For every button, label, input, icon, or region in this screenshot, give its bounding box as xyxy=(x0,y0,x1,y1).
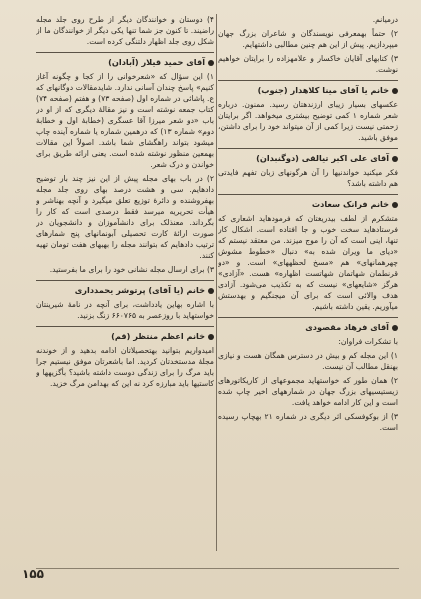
heading-text: خانم فرانک سعادت xyxy=(311,199,389,209)
paragraph: امیدواریم بتوانید بهتحصیلاتان ادامه بدهید و از خوندنه مجلهٔ مدستخدتان کردید. اما باشعرتان موفق نیستیم جرا باید مرگ را برای زندگی دوست داشته باشید؟ بأگزیهها و کاستیها باید مبارزه کرد نه این که بهدامن مرگ خزید. xyxy=(36,346,214,388)
paragraph: ۳) از بوکوفسکی اثر دیگری در شماره ۲۱ بهچاپ رسیده است. xyxy=(218,412,398,432)
paragraph: ۲) در باب بهای مجله پیش از این نیز چند بار توضیح دادهایم. سی و هشت درصد بهای روی جلد مجله بهفروشنده و دائرهٔ توزیع تعلق میگیرد و آنچه بهناشر و هیأت تحریریه میرسد فقط درصدی است که کار را بگرداند. معنذلک برای دانشآموزان و دانشجویان در صورت ارائهٔ کارت تحصیلی آبونمانهای پنج شمارهای ترتیب دادهایم که بتوانند مجله را بهبهای هفت تومان تهیه کنند. xyxy=(36,174,214,260)
column-divider xyxy=(216,14,217,551)
left-column xyxy=(36,14,214,559)
letter-heading xyxy=(36,57,214,68)
paragraph: عکسهای بسیار زیبای ارزندهتان رسید. ممنون. درباره شعر شماره ۱ کمی توضیح بیشتری میخواهد. اگر برایتان زحمتی نیست زیرا کمی از آن میتواند خود را برای داشتن، موفق باشید. xyxy=(218,100,398,142)
heading-text: خانم (یا آقای) پرتوشر یحمدداری xyxy=(74,285,205,295)
right-column xyxy=(218,14,398,559)
letter-heading xyxy=(218,199,398,210)
paragraph: ۱) این سؤال که «شعرخوانی را از کجا و چگونه آغاز کنیم» پاسخ چندان آسانی ندارد. شایدمقالات دوگانهای که ع. پاشائی در شماره اول (صفحه ۷۳) و هفتم (صفحه ۷۴) کتاب جمعه نوشته است و نیز مقالهٔ دیگری که از او در باب «دو شعر میرزا آقا عسگری (خطابهٔ اول و خطابهٔ دوم» شماره ۱۳) که درهمین شماره یا شماره آینده چاپ میشود بتواند راهگشای شما باشد. اصولاً این مقالات بهمعین منظور نوشته شده است. یعنی ارائه طریق برای خواندن و درک شعر. xyxy=(36,72,214,169)
paragraph: ۳) برای ارسال مجله نشانی خود را برای ما بفرستید. xyxy=(49,265,214,274)
section-separator xyxy=(36,52,214,53)
heading-text: آقای علی اکبر تیالقی (دوگنبدان) xyxy=(256,153,389,163)
heading-text: آقای فرهاد مقصودی xyxy=(305,322,389,332)
paragraph: ۱) این مجله کم و بیش در دسترس همگان هست و نیازی بهنقل مطالب آن نیست. xyxy=(218,351,398,371)
bullet-icon xyxy=(208,288,214,294)
paragraph: ۳) کتابهای آقایان خاکسار و علامهزاده را برایتان خواهیم نوشت. xyxy=(218,54,398,74)
section-separator xyxy=(218,148,398,149)
paragraph: ۲) همان طور که خواستهاید مجموعهای از کاریکاتورهای زیستیسیهای بزرگ جهان در شمارههای اخیر چاپ شده است و این کار ادامه خواهد یافت. xyxy=(218,376,398,407)
heading-text: خانم اعظم منتظر (قم) xyxy=(111,331,205,341)
paragraph: فکر میکنید خواندنیها را آن هرگونهای زبان تفهم فایدتی هم داشته باشد؟ xyxy=(218,168,398,188)
paragraph: ۲) حتماً بهمعرفی نویسندگان و شاعران بزرگ جهان میپردازیم. پیش از این هم چنین مطالبی داشتهایم. xyxy=(218,29,398,49)
letter-heading xyxy=(218,153,398,164)
heading-text: خانم یا آقای مینا کلاهدار (جنوب) xyxy=(257,85,389,95)
bullet-icon xyxy=(392,202,398,208)
paragraph: ۴) دوستان و خوانندگان دیگر از طرح روی جلد مجله راضیند. تا کنون جز شما تنها یکی دیگر از خوانندگان ما از شکل روی جلد اظهار دلتنگی کرده است. xyxy=(36,15,214,46)
bottom-rule xyxy=(36,568,399,569)
bullet-icon xyxy=(208,60,214,66)
bullet-icon xyxy=(392,88,398,94)
paragraph: درمیانم. xyxy=(372,15,398,24)
section-separator xyxy=(36,280,214,281)
letter-heading xyxy=(218,322,398,333)
section-separator xyxy=(36,326,214,327)
bullet-icon xyxy=(208,334,214,340)
letter-heading xyxy=(218,85,398,96)
bullet-icon xyxy=(392,325,398,331)
letter-heading xyxy=(36,285,214,296)
bullet-icon xyxy=(392,156,398,162)
section-separator xyxy=(218,80,398,81)
paragraph: با تشکرات فراوان: xyxy=(338,337,398,346)
section-separator xyxy=(218,194,398,195)
paragraph: با اشاره بهاین یادداشت، برای آنچه در نامهٔ شیرینتان خواستهاید با روزعصر به ۶۶۰۷۶۵ زنگ بزنید. xyxy=(36,300,214,320)
heading-text: آقای حمید قیلار (آبادان) xyxy=(108,57,205,67)
paragraph: متشکرم از لطف بیدریغتان که فرمودهاید اشعاری که فرستادهاید سخت خوب و جا افتاده است. اشکال کار تنها، اینی است که آن را موج میزند. من معتقد نیستم که «دیای ما ویران شده به» دنبال «خطوط مشوش چهرهمانهای» هم «مسخ لحظههای» است. و «دو قرنطمان شهاتمان شهاتست اظهاره» هست. «آزادی» هرگز «شایعهای» نیست که به تکذیب می‌شود. آزادی هدف والائی است که برای آن میجنگیم و بهدستش میآوریم. یقین داشته باشیم. xyxy=(218,214,398,311)
page-number: ۱۵۵ xyxy=(22,567,44,581)
section-separator xyxy=(218,317,398,318)
letter-heading xyxy=(36,331,214,342)
